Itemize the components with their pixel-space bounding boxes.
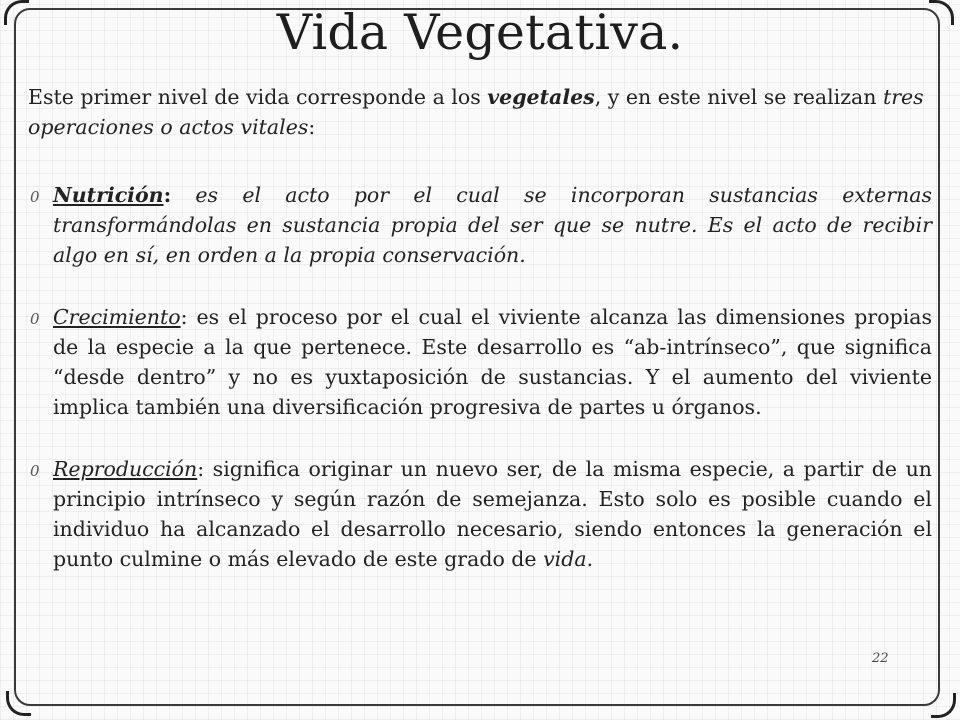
bullet-icon: 0 — [30, 188, 40, 206]
list-item-nutricion — [28, 180, 932, 270]
bullet-icon: 0 — [30, 462, 40, 480]
intro-text-3: : — [308, 115, 316, 139]
list-item-crecimiento — [28, 302, 932, 422]
intro-vegetales: vegetales — [487, 85, 595, 109]
corner-decoration-bottom-left — [6, 691, 31, 716]
intro-paragraph — [28, 82, 932, 142]
term-reproduccion: Reproducción — [53, 457, 198, 481]
intro-text-2: , y en este nivel se realizan — [594, 85, 883, 109]
reproduccion-text: : significa originar un nuevo ser, de la misma especie, a partir de un principio intrínseco y según razón de semejanza. Esto solo es posible cuando el individuo ha alcanzado el desarrollo necesario, siendo entonces la generación el punto culmine o más elevado de este grado de — [53, 457, 932, 571]
term-nutricion: Nutrición — [53, 183, 164, 207]
reproduccion-vida: vida — [543, 547, 587, 571]
corner-decoration-bottom-right — [931, 693, 956, 718]
operations-list — [28, 180, 932, 574]
term-colon: : — [163, 183, 172, 207]
page-number: 22 — [872, 651, 889, 666]
list-item-reproduccion — [28, 454, 932, 574]
nutricion-text: es el acto por el cual se incorporan sustancias externas transformándolas en sustancia propia del ser que se nutre. Es el acto de recibir algo en sí, en orden a la propia conservación. — [53, 183, 932, 267]
slide-title: Vida Vegetativa. — [276, 4, 684, 61]
reproduccion-end: . — [586, 547, 594, 571]
intro-text-1: Este primer nivel de vida corresponde a los — [28, 85, 488, 109]
intro-operaciones: tres operaciones o actos vitales — [28, 85, 924, 139]
crecimiento-text: : es el proceso por el cual el viviente alcanza las dimensiones propias de la especie a la que pertenece. Este desarrollo es “ab-intrínseco”, que significa “desde dentro” y no es yuxtaposición de sustancias. Y el aumento del viviente implica también una diversificación progresiva de partes u órganos. — [53, 305, 932, 419]
bullet-icon: 0 — [30, 310, 40, 328]
term-crecimiento: Crecimiento — [53, 305, 181, 329]
